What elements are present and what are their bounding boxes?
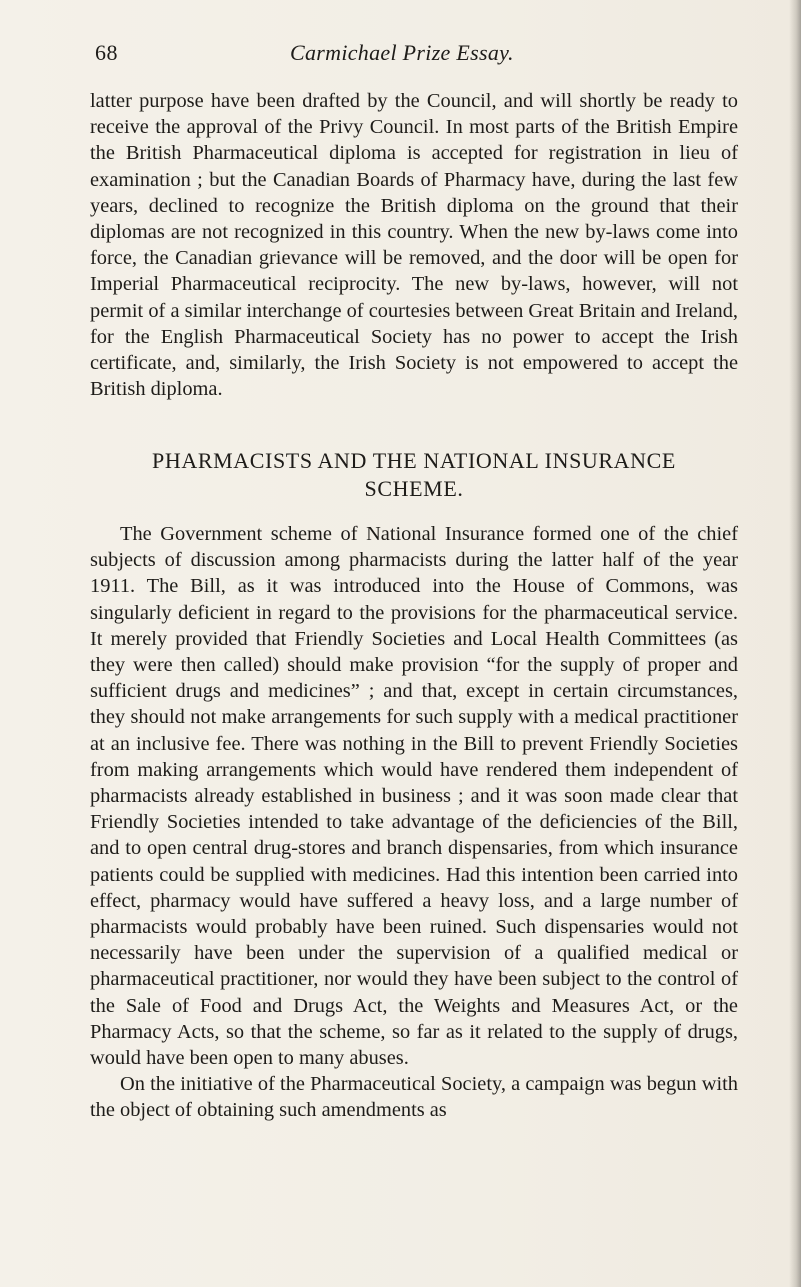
section-heading-line-2: SCHEME.: [364, 476, 464, 501]
running-header: [95, 40, 735, 80]
section-heading: [90, 447, 738, 503]
paragraph-continuation: latter purpose have been drafted by the Council, and will shortly be ready to receive the approval of the Privy Council. In most parts of the British Empire the British Pharmaceutical diploma is accepted for registration in lieu of examination ; but the Canadian Boards of Pharmacy have, during the last few years, declined to recognize the British diploma on the ground that their diplomas are not recognized in this country. When the new by-laws come into force, the Canadian grievance will be removed, and the door will be open for Imperial Pharmaceutical reciprocity. The new by-laws, however, will not permit of a similar interchange of courtesies between Great Britain and Ireland, for the English Pharmaceutical Society has no power to accept the Irish certificate, and, similarly, the Irish Society is not empowered to accept the British diploma.: [90, 90, 738, 401]
body-text-top: [90, 88, 738, 402]
page-number: 68: [95, 40, 118, 65]
body-text-section: [90, 521, 738, 1124]
page-edge-shadow: [789, 0, 801, 1287]
running-title: Carmichael Prize Essay.: [290, 40, 514, 65]
paragraph: The Government scheme of National Insurance formed one of the chief subjects of discussion among pharmacists during the latter half of the year 1911. The Bill, as it was introduced into the House of Commons, was singularly deficient in regard to the provisions for the pharmaceutical service. It merely provided that Friendly Societies and Local Health Committees (as they were then called) should make provision “for the supply of proper and sufficient drugs and medicines” ; and that, except in certain circumstances, they should not make arrangements for such supply with a medical practitioner at an inclusive fee. There was nothing in the Bill to prevent Friendly Societies from making arrangements which would have rendered them independent of pharmacists already established in business ; and it was soon made clear that Friendly Societies intended to take advantage of the deficiencies of the Bill, and to open central drug-stores and branch dispensaries, from which insurance patients could be supplied with medicines. Had this intention been carried into effect, pharmacy would have suffered a heavy loss, and a large number of pharmacists would probably have been ruined. Such dispensaries would not necessarily have been under the supervision of a qualified medical or pharmaceutical practitioner, nor would they have been subject to the control of the Sale of Food and Drugs Act, the Weights and Measures Act, or the Pharmacy Acts, so that the scheme, so far as it related to the supply of drugs, would have been open to many abuses.: [90, 523, 738, 1070]
paragraph: On the initiative of the Pharmaceutical Society, a campaign was begun with the object of obtaining such amendments as: [90, 1073, 738, 1122]
section-heading-line-1: PHARMACISTS AND THE NATIONAL INSURANCE: [152, 448, 676, 473]
